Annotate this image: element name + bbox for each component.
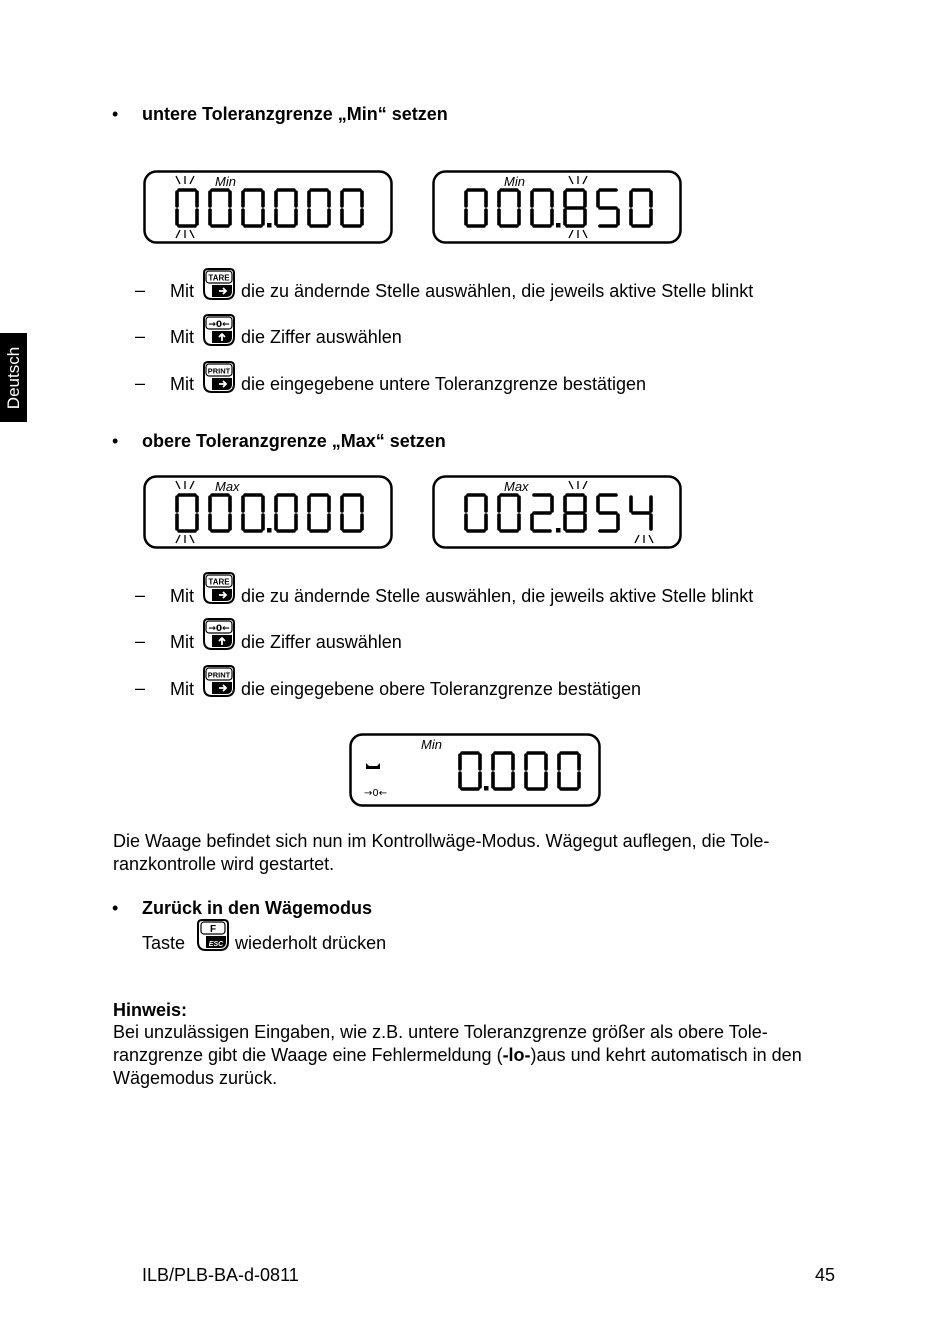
decimal-point	[267, 528, 272, 533]
decimal-point	[484, 786, 489, 791]
bullet: •	[112, 898, 119, 918]
bullet: •	[112, 104, 119, 124]
tare-key-icon	[200, 267, 238, 301]
note-text-before: Bei unzulässigen Eingaben, wie z.B. untere Toleranzgrenze größer als obere Tole- ranzgrenze gibt die Waage eine Fehlermeldung (	[113, 1022, 768, 1065]
back-instruction-text: wiederholt drücken	[235, 933, 387, 953]
lcd-label: Min	[215, 174, 236, 189]
tare-key-icon	[200, 571, 238, 605]
dash: –	[135, 631, 146, 651]
svg-text:PRINT: PRINT	[207, 366, 231, 376]
note-title: Hinweis:	[113, 1000, 188, 1020]
mit-label: Mit	[170, 586, 194, 606]
dash: –	[135, 326, 146, 346]
section-back-heading: Zurück in den Wägemodus	[142, 898, 373, 918]
zero-indicator: →0←	[364, 788, 388, 799]
mit-label: Mit	[170, 632, 194, 652]
svg-text:→0←: →0←	[208, 320, 230, 330]
result-label: Min	[421, 737, 442, 752]
instruction-text: die Ziffer auswählen	[241, 632, 402, 652]
lcd-min-right	[432, 170, 682, 244]
decimal-point	[267, 223, 272, 228]
decimal-point	[556, 528, 561, 533]
svg-text:F: F	[209, 924, 217, 935]
svg-text:ESC: ESC	[208, 941, 224, 948]
language-tab	[0, 333, 27, 422]
instruction-text: die eingegebene obere Toleranzgrenze bestätigen	[241, 679, 641, 699]
note-text	[113, 1021, 833, 1090]
lcd-label: Min	[504, 174, 525, 189]
note-text-after: )aus und kehrt automatisch in den Wägemodus zurück.	[113, 1045, 802, 1088]
svg-text:TARE: TARE	[208, 577, 230, 587]
mit-label: Mit	[170, 374, 194, 394]
lcd-label: Max	[215, 479, 240, 494]
instruction-text: die Ziffer auswählen	[241, 327, 402, 347]
print-key-icon	[200, 664, 238, 698]
instruction-text: die zu ändernde Stelle auswählen, die jeweils aktive Stelle blinkt	[241, 586, 754, 606]
svg-text:TARE: TARE	[208, 273, 230, 283]
footer-doc-id: ILB/PLB-BA-d-0811	[142, 1265, 299, 1285]
error-code: -lo-	[502, 1045, 531, 1065]
dash: –	[135, 585, 146, 605]
mit-label: Mit	[170, 679, 194, 699]
esc-key-icon	[194, 918, 232, 952]
instruction-text: die eingegebene untere Toleranzgrenze bestätigen	[241, 374, 646, 394]
lcd-label: Max	[504, 479, 529, 494]
page-number: 45	[815, 1265, 836, 1285]
taste-label: Taste	[142, 933, 186, 953]
zero-key-icon	[200, 313, 238, 347]
print-key-icon	[200, 360, 238, 394]
dash: –	[135, 678, 146, 698]
dash: –	[135, 280, 146, 300]
svg-text:PRINT: PRINT	[207, 670, 231, 680]
decimal-point	[556, 223, 561, 228]
lcd-frame	[434, 172, 681, 243]
bullet: •	[112, 431, 119, 451]
mit-label: Mit	[170, 281, 194, 301]
section-max-heading: obere Toleranzgrenze „Max“ setzen	[142, 431, 446, 451]
lcd-frame	[145, 172, 392, 243]
instruction-text: die zu ändernde Stelle auswählen, die jeweils aktive Stelle blinkt	[241, 281, 754, 301]
lcd-frame	[145, 477, 392, 548]
mit-label: Mit	[170, 327, 194, 347]
svg-text:→0←: →0←	[208, 624, 230, 634]
section-min-heading: untere Toleranzgrenze „Min“ setzen	[142, 104, 448, 124]
dash: –	[135, 373, 146, 393]
lcd-result	[349, 733, 601, 807]
language-tab-label: Deutsch	[3, 346, 23, 409]
mode-paragraph: Die Waage befindet sich nun im Kontrollwäge-Modus. Wägegut auflegen, die Tole- ranzkontrolle wird gestartet.	[113, 831, 770, 874]
lcd-max-right	[432, 475, 682, 549]
lcd-min-left	[143, 170, 393, 244]
zero-key-icon	[200, 617, 238, 651]
lcd-max-left	[143, 475, 393, 549]
